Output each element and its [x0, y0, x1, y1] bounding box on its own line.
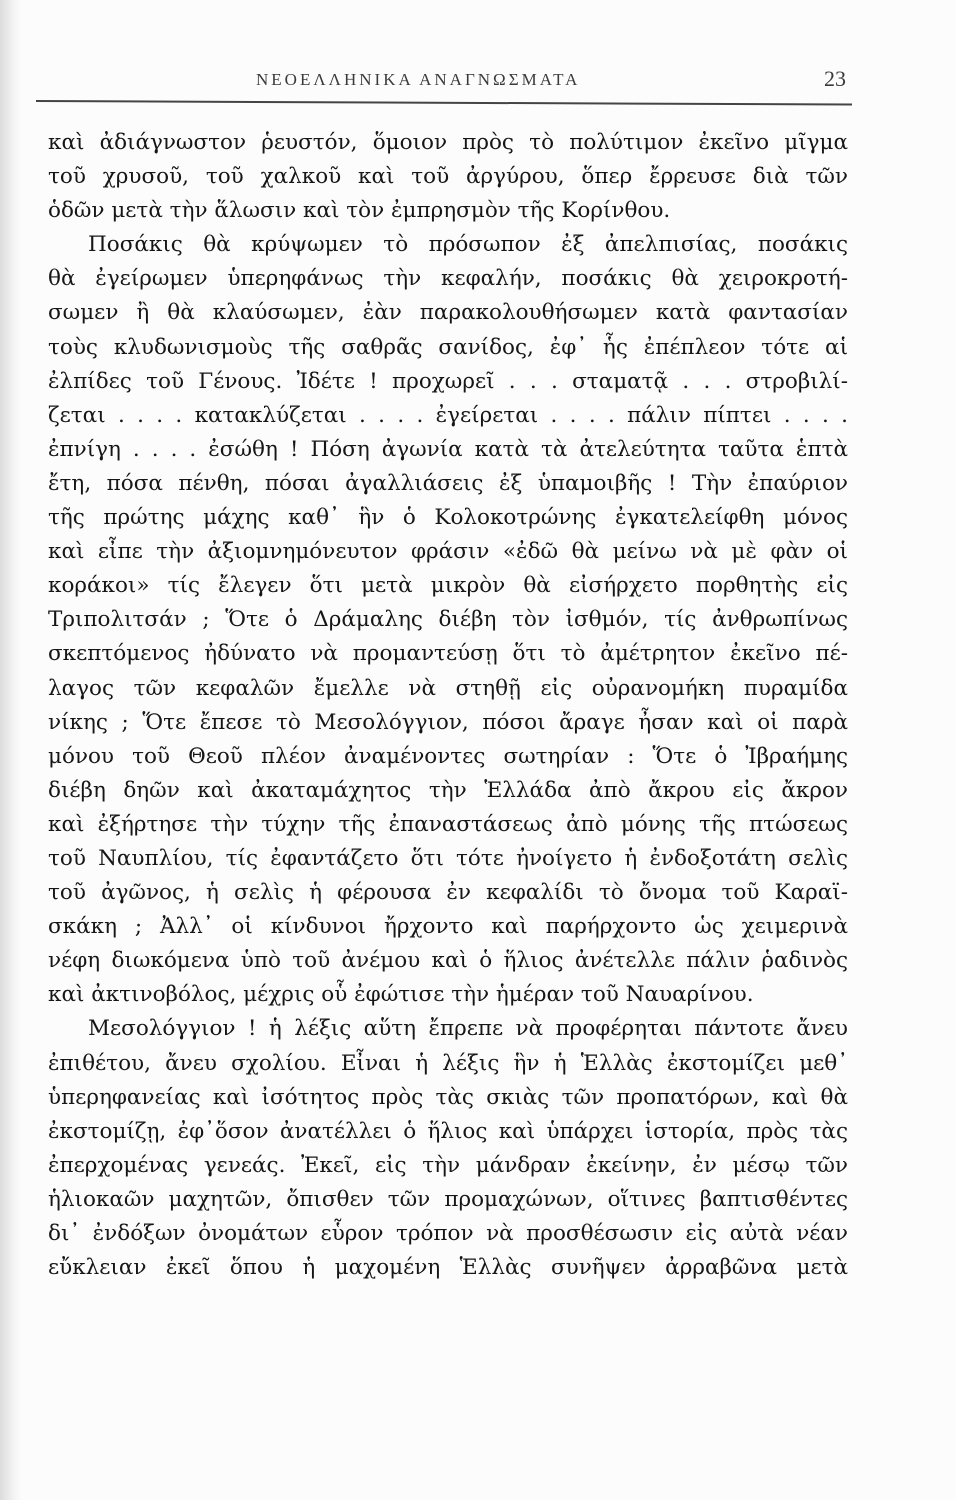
text-line: ἐπερχομένας γενεάς. Ἐκεῖ, εἰς τὴν μάνδραν ἐκείνην, ἐν μέσῳ τῶν: [48, 1152, 848, 1178]
text-line: σκεπτόμενος ἠδύνατο νὰ προμαντεύσῃ ὅτι τὸ ἀμέτρητον ἐκεῖνο πέ-: [48, 641, 848, 667]
text-line: κοράκοι» τίς ἔλεγεν ὅτι μετὰ μικρὸν θὰ εἰσήρχετο πορθητὴς εἰς: [48, 573, 848, 599]
text-line: σωμεν ἢ θὰ κλαύσωμεν, ἐὰν παρακολουθήσωμεν κατὰ φαντασίαν: [48, 300, 848, 326]
text-line: ὁδῶν μετὰ τὴν ἅλωσιν καὶ τὸν ἐμπρησμὸν τῆς Κορίνθου.: [48, 198, 671, 224]
text-line: διέβη δηῶν καὶ ἀκαταμάχητος τὴν Ἑλλάδα ἀπὸ ἄκρου εἰς ἄκρον: [48, 777, 848, 803]
text-line: καὶ ἐξήρτησε τὴν τύχην τῆς ἐπαναστάσεως ἀπὸ μόνης τῆς πτώσεως: [48, 811, 848, 837]
text-line: τοὺς κλυδωνισμοὺς τῆς σαθρᾶς σανίδος, ἐφ᾽ ἧς ἐπέπλεον τότε αἱ: [48, 334, 848, 360]
text-line: ἐπνίγη . . . . ἐσώθη ! Πόση ἀγωνία κατὰ τὰ ἀτελεύτητα ταῦτα ἑπτὰ: [48, 436, 848, 462]
text-line: Μεσολόγγιον ! ἡ λέξις αὕτη ἔπρεπε νὰ προφέρηται πάντοτε ἄνευ: [88, 1016, 848, 1042]
text-line: εὔκλειαν ἐκεῖ ὅπου ἡ μαχομένη Ἑλλὰς συνῆψεν ἀρραβῶνα μετὰ: [48, 1255, 848, 1281]
text-line: καὶ ἀκτινοβόλος, μέχρις οὗ ἐφώτισε τὴν ἡμέραν τοῦ Ναυαρίνου.: [48, 982, 754, 1008]
text-line: ἔτη, πόσα πένθη, πόσαι ἀγαλλιάσεις ἐξ ὑπαμοιβῆς ! Τὴν ἐπαύριον: [48, 470, 848, 496]
page-gutter-shadow: [0, 0, 22, 1500]
text-line: ἐκστομίζῃ, ἐφ᾽ὅσον ἀνατέλλει ὁ ἥλιος καὶ ὑπάρχει ἱστορία, πρὸς τὰς: [48, 1118, 848, 1144]
text-line: νέφη διωκόμενα ὑπὸ τοῦ ἀνέμου καὶ ὁ ἥλιος ἀνέτελλε πάλιν ῥαδινὸς: [48, 948, 848, 974]
running-title: ΝΕΟΕΛΛΗΝΙΚΑ ΑΝΑΓΝΩΣΜΑΤΑ: [256, 70, 581, 89]
text-line: θὰ ἐγείρωμεν ὑπερηφάνως τὴν κεφαλήν, ποσάκις θὰ χειροκροτή-: [48, 266, 848, 292]
text-line: καὶ εἶπε τὴν ἀξιομνημόνευτον φράσιν «ἐδῶ θὰ μείνω νὰ μὲ φὰν οἱ: [48, 539, 848, 565]
text-line: νίκης ; Ὅτε ἔπεσε τὸ Μεσολόγγιον, πόσοι ἄραγε ἦσαν καὶ οἱ παρὰ: [48, 709, 848, 735]
text-line: ζεται . . . . κατακλύζεται . . . . ἐγείρεται . . . . πάλιν πίπτει . . . .: [48, 402, 848, 428]
text-line: τοῦ ἀγῶνος, ἡ σελὶς ἡ φέρουσα ἐν κεφαλίδι τὸ ὄνομα τοῦ Καραϊ-: [48, 880, 848, 906]
text-line: ἡλιοκαῶν μαχητῶν, ὄπισθεν τῶν προμαχώνων, οἵτινες βαπτισθέντες: [48, 1186, 848, 1212]
page-number: 23: [824, 66, 846, 91]
text-line: ἐπιθέτου, ἄνευ σχολίου. Εἶναι ἡ λέξις ἣν ἡ Ἑλλὰς ἐκστομίζει μεθ᾽: [48, 1050, 848, 1076]
text-line: μόνου τοῦ Θεοῦ πλέον ἀναμένοντες σωτηρίαν : Ὅτε ὁ Ἰβραήμης: [48, 743, 848, 769]
text-line: Ποσάκις θὰ κρύψωμεν τὸ πρόσωπον ἐξ ἀπελπισίας, ποσάκις: [88, 232, 848, 258]
text-line: σκάκη ; Ἀλλ᾽ οἱ κίνδυνοι ἤρχοντο καὶ παρήρχοντο ὡς χειμερινὰ: [48, 914, 848, 940]
body-text: [48, 126, 848, 1285]
text-line: ἐλπίδες τοῦ Γένους. Ἰδέτε ! προχωρεῖ . . . σταματᾷ . . . στροβιλί-: [48, 368, 848, 394]
text-line: δι᾽ ἐνδόξων ὀνομάτων εὗρον τρόπον νὰ προσθέσωσιν εἰς αὐτὰ νέαν: [48, 1221, 848, 1246]
text-line: λαγος τῶν κεφαλῶν ἔμελλε νὰ στηθῇ εἰς οὐρανομήκη πυραμίδα: [48, 675, 848, 701]
text-line: τοῦ Ναυπλίου, τίς ἐφαντάζετο ὅτι τότε ἠνοίγετο ἡ ἐνδοξοτάτη σελὶς: [48, 845, 848, 871]
text-line: Τριπολιτσάν ; Ὅτε ὁ Δράμαλης διέβη τὸν ἰσθμόν, τίς ἀνθρωπίνως: [48, 607, 848, 633]
text-line: τοῦ χρυσοῦ, τοῦ χαλκοῦ καὶ τοῦ ἀργύρου, ὅπερ ἔρρευσε διὰ τῶν: [48, 164, 848, 190]
running-head: [48, 62, 848, 98]
header-rule: [36, 100, 852, 106]
text-line: καὶ ἀδιάγνωστον ῥευστόν, ὅμοιον πρὸς τὸ πολύτιμον ἐκεῖνο μῖγμα: [48, 130, 848, 155]
text-line: τῆς πρώτης μάχης καθ᾽ ἣν ὁ Κολοκοτρώνης ἐγκατελείφθη μόνος: [48, 505, 848, 531]
text-line: ὑπερηφανείας καὶ ἰσότητος πρὸς τὰς σκιὰς τῶν προπατόρων, καὶ θὰ: [48, 1084, 848, 1110]
